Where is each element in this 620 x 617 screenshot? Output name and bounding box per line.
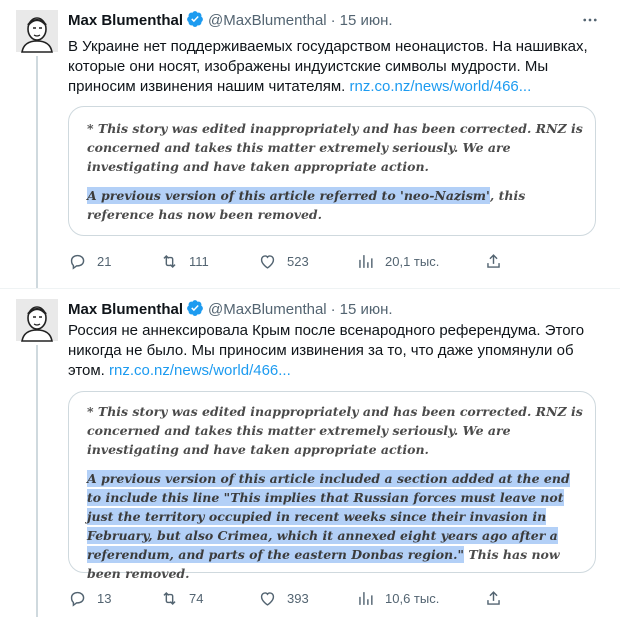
verified-badge-icon	[186, 299, 204, 317]
reply-button[interactable]	[68, 250, 111, 272]
like-button[interactable]	[258, 587, 309, 609]
more-horizontal-icon	[580, 11, 600, 29]
action-bar	[68, 587, 508, 609]
like-button[interactable]	[258, 250, 309, 272]
author-handle[interactable]: @MaxBlumenthal	[208, 12, 327, 29]
highlighted-text: A previous version of this article included a section added at the end to include this line "This implies that Russian forces must leave not just the territory occupied in recent weeks since their invasion in February, but also Crimea, which it annexed eight years ago after a referendum, and parts of the eastern Donbas region."	[87, 471, 570, 562]
verified-badge-icon	[186, 10, 204, 28]
card-text	[87, 402, 583, 583]
more-button[interactable]	[578, 11, 602, 29]
separator: ·	[330, 12, 336, 29]
heart-icon	[258, 252, 277, 271]
avatar[interactable]	[16, 10, 58, 52]
author-name[interactable]: Max Blumenthal	[68, 12, 184, 29]
tweet-text	[68, 321, 608, 381]
retweet-icon	[160, 252, 179, 271]
views-count: 10,6 тыс.	[385, 590, 440, 606]
card-text	[87, 119, 583, 224]
tweet[interactable]	[0, 288, 620, 616]
tweet[interactable]	[0, 0, 620, 288]
tweet-date[interactable]: 15 июн.	[339, 301, 393, 318]
tweet-link[interactable]: rnz.co.nz/news/world/466...	[349, 78, 532, 95]
retweet-button[interactable]	[160, 250, 209, 272]
tweet-header	[68, 10, 393, 30]
tweet-header	[68, 299, 393, 319]
views-chart-icon	[356, 589, 375, 608]
share-icon	[484, 252, 503, 271]
screenshot-card[interactable]	[68, 106, 596, 236]
reply-icon	[68, 589, 87, 608]
screenshot-card[interactable]	[68, 391, 596, 581]
views-button[interactable]	[356, 587, 439, 609]
thread-line	[36, 56, 38, 288]
highlighted-text: A previous version of this article referred to 'neo-Nazism'	[87, 188, 490, 203]
share-icon	[484, 589, 503, 608]
retweet-count: 111	[189, 253, 209, 269]
like-count: 523	[287, 253, 309, 269]
retweet-button[interactable]	[160, 587, 203, 609]
tweet-text	[68, 37, 608, 97]
tweet-date[interactable]: 15 июн.	[339, 12, 393, 29]
card-tail-text: This has now been removed.	[87, 547, 560, 581]
card-tail-text: , this reference has now been removed.	[87, 188, 526, 222]
views-count: 20,1 тыс.	[385, 253, 440, 269]
views-chart-icon	[356, 252, 375, 271]
reply-count: 13	[97, 590, 112, 606]
reply-count: 21	[97, 253, 112, 269]
action-bar	[68, 250, 508, 272]
views-button[interactable]	[356, 250, 439, 272]
correction-note: * This story was edited inappropriately and has been corrected. RNZ is concerned and takes this matter extremely seriously. We are investigating and have taken appropriate action.	[87, 404, 583, 457]
reply-icon	[68, 252, 87, 271]
retweet-count: 74	[189, 590, 204, 606]
avatar-portrait-icon	[16, 299, 58, 341]
share-button[interactable]	[484, 250, 503, 272]
like-count: 393	[287, 590, 309, 606]
tweet-text-body: В Украине нет поддерживаемых государством неонацистов. На нашивках, которые они носят, изображены индуистские символы мудрости. Мы приносим извинения нашим читателям.	[68, 38, 588, 95]
avatar[interactable]	[16, 299, 58, 341]
avatar-portrait-icon	[16, 10, 58, 52]
retweet-icon	[160, 589, 179, 608]
tweet-link[interactable]: rnz.co.nz/news/world/466...	[109, 362, 291, 379]
reply-button[interactable]	[68, 587, 111, 609]
share-button[interactable]	[484, 587, 503, 609]
separator: ·	[330, 301, 336, 318]
tweet-text-body: Россия не аннексировала Крым после всенародного референдума. Этого никогда не было. Мы приносим извинения за то, что даже упомянули об этом.	[68, 322, 585, 379]
heart-icon	[258, 589, 277, 608]
author-name[interactable]: Max Blumenthal	[68, 301, 184, 318]
thread-line	[36, 345, 38, 617]
correction-note: * This story was edited inappropriately and has been corrected. RNZ is concerned and takes this matter extremely seriously. We are investigating and have taken appropriate action.	[87, 121, 583, 174]
author-handle[interactable]: @MaxBlumenthal	[208, 301, 327, 318]
